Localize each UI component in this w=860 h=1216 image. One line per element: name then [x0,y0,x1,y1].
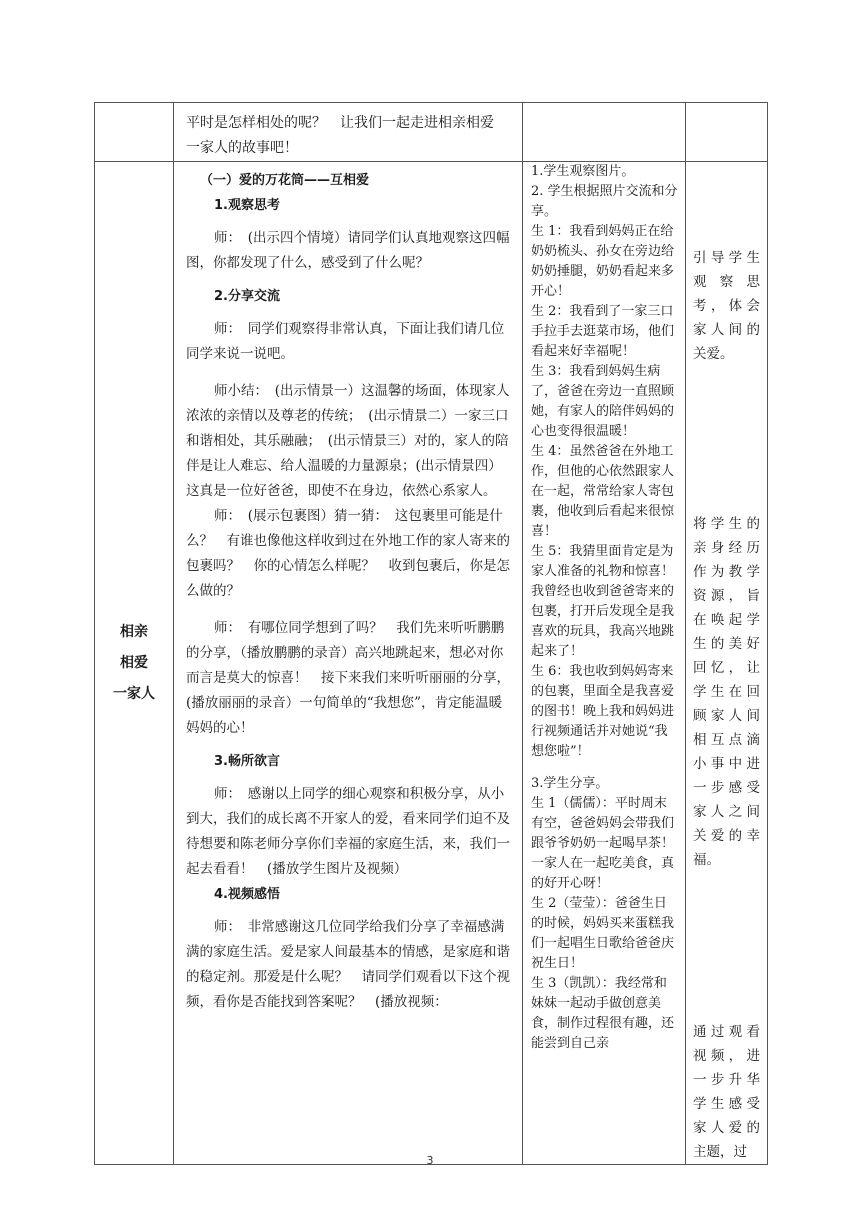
teacher-paragraph: 师： 有哪位同学想到了吗？ 我们先来听听鹏鹏的分享，（播放鹏鹏的录音）高兴地跳起来，想必对你而言是莫大的惊喜！ 接下来我们来听听丽丽的分享，(播放丽丽的录音）一句简单的“我想您”，肯定能温暖妈妈的心！ [186,620,510,736]
teacher-paragraph: 师： (展示包裹图）猜一猜： 这包裹里可能是什么？ 有谁也像他这样收到过在外地工作的家人寄来的包裹吗？ 你的心情怎么样呢？ 收到包裹后，你是怎么做的？ [186,508,510,599]
student-item: 1.学生观察图片。 [531,164,635,179]
student-item: 生 6：我也收到妈妈寄来的包裹，里面全是我喜爱的图书！晚上我和妈妈进行视频通话并对她说“我想您啦”！ [531,664,675,759]
empty-section-cell [95,103,174,162]
step-heading: 3.畅所欲言 [214,754,280,769]
teacher-paragraph: 师小结： (出示情景一）这温馨的场面，体现家人浓浓的亲情以及尊老的传统； (出示情景二）一家三口和谐相处，其乐融融； (出示情景三）对的，家人的陪伴是让人难忘、给人温暖的力量源泉；(出示情景四）这真是一位好爸爸，即使不在身边，依然心系家人。 [186,383,510,499]
lesson-plan-table [94,102,768,1165]
student-item: 生 3（凯凯）：我经常和妹妹一起动手做创意美食，制作过程很有趣，还能尝到自己亲 [531,976,675,1051]
intro-cell [174,103,523,162]
page-number: 3 [426,1154,434,1167]
section-title-cell [95,162,174,1165]
teacher-paragraph: 师： 非常感谢这几位同学给我们分享了幸福感满满的家庭生活。爱是家人间最基本的情感，是家庭和谐的稳定剂。那爱是什么呢？ 请同学们观看以下这个视频，看你是否能找到答案呢？ (播放视频： [186,919,510,1010]
design-intent-text: 引导学生观察思考，体会家人间的关爱。 [693,250,760,362]
section-title [95,617,173,710]
empty-purpose-cell [686,103,768,162]
section-title-line: 一家人 [113,685,155,702]
student-item: 2. 学生根据照片交流和分享。 [531,184,678,219]
student-item: 生 1：我看到妈妈正在给奶奶梳头、孙女在旁边给奶奶捶腿，奶奶看起来多开心！ [531,224,675,299]
teacher-paragraph: 师： 感谢以上同学的细心观察和积极分享，从小到大，我们的成长离不开家人的爱，看来同学们迫不及待想要和陈老师分享你们幸福的家庭生活，来，我们一起去看看！ (播放学生图片及视频） [186,786,510,877]
student-item: 生 2：我看到了一家三口手拉手去逛菜市场，他们看起来好幸福呢！ [531,304,675,359]
intro-text [174,103,522,161]
section-title-line: 相爱 [120,654,148,671]
student-item: 生 2（莹莹）：爸爸生日的时候，妈妈买来蛋糕我们一起唱生日歌给爸爸庆祝生日！ [531,896,675,971]
teacher-paragraph: 师： 同学们观察得非常认真，下面让我们请几位同学来说一说吧。 [186,321,505,362]
design-intent-text: 通过观看视频，进一步升华学生感受家人爱的主题，过 [693,1024,760,1160]
teacher-paragraph: 师： (出示四个情境）请同学们认真地观察这四幅图，你都发现了什么，感受到了什么呢？ [186,230,510,271]
intro-line: 平时是怎样相处的呢？ 让我们一起走进相亲相爱 [186,115,494,131]
teacher-activity-cell [174,162,523,1165]
intro-line: 一家人的故事吧！ [186,140,298,156]
student-item: 生 3：我看到妈妈生病了，爸爸在旁边一直照顾她，有家人的陪伴妈妈的心也变得很温暖！ [531,364,675,439]
student-item: 3.学生分享。 [531,776,609,791]
student-item: 生 4：虽然爸爸在外地工作，但他的心依然跟家人在一起，常常给家人寄包裹，他收到后看起来很惊喜！ [531,444,675,539]
student-activity-cell [523,162,686,1165]
step-heading: 4.视频感悟 [214,887,280,902]
table-row [95,103,768,162]
step-heading: 2.分享交流 [214,289,280,304]
section-title-line: 相亲 [120,623,148,640]
design-intent-text: 将学生的亲身经历作为教学资源，旨在唤起学生的美好回忆，让学生在回顾家人间相互点滴小事中进一步感受家人之间关爱的幸福。 [693,516,760,868]
empty-student-cell [523,103,686,162]
student-item: 生 5：我猜里面肯定是为家人准备的礼物和惊喜！我曾经也收到爸爸寄来的包裹，打开后发现全是我喜欢的玩具，我高兴地跳起来了！ [531,544,675,659]
student-item: 生 1（儒儒）：平时周末有空，爸爸妈妈会带我们跟爷爷奶奶一起喝早茶！一家人在一起吃美食，真的好开心呀！ [531,796,675,891]
table-row [95,162,768,1165]
activity-heading: （一）爱的万花筒——互相爱 [200,173,370,188]
step-heading: 1.观察思考 [214,198,280,213]
design-intent-cell [686,162,768,1165]
